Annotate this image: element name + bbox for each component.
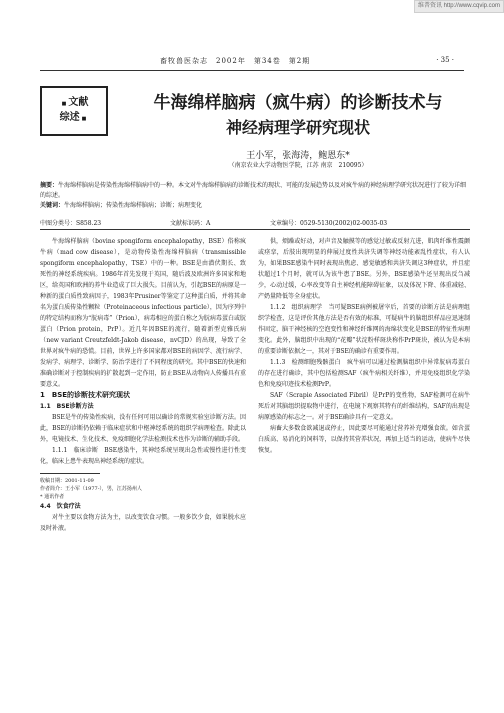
paragraph-continued: 供，烦躁或好动，对声音及触摸等的感觉过敏或反射亢进，肌肉纤维性震颤或痉挛，后肢出现明显的伸展过度性共济失调等神经功能紊乱性症状，有人认为，如果BSE感染牛同时表现出焦虑、感觉敏感和共济失调这3种症状，并且症状超过1个月时，就可认为该牛患了BSE。另外，BSE感染牛还呈现出反刍减少，心动过缓，心率改变等自主神经机能障碍征象，以及体况下降、体重减轻、产奶量降低等全身症状。 [258,238,470,300]
paragraph-1-1-3: 1.1.3 检测细胞残骸蛋白 疯牛病可以通过检测脑组织中异常朊病毒蛋白的存在进行确诊，其中包括检测SAF（疯牛病相关纤维），并用免疫组织化学染色和免疫印迹技术检测PrP。 [258,359,470,388]
divider [40,229,470,230]
abstract [40,181,470,211]
footnote-corresponding: * 通讯作者 [40,494,65,500]
paragraph-1-1-2: 1.1.2 组织病理学 当可疑BSE病例被屠宰后，首要的诊断方法是病理组织学检查，这是评价其他方法是否有效的标准，可疑病牛的脑组织样品应迅速制作固定，脑干神经核的空泡变性和神经纤维网的海绵状变化是BSE的特征性病理变化。此外，脑组织中出现的“花瓣”状淀粉样斑块称作PrP斑块，被认为是本病的重要诊断依据之一，其对于BSE的确诊有重要作用。 [258,304,470,355]
section-heading-1: 1 BSE的诊断技术研究现状 [40,391,131,399]
section-heading-4-4: 4.4 饮食疗法 [40,503,81,510]
clc-number: 中图分类号：S858.23 [40,220,102,227]
paragraph-1-1-4: SAF（Scrapie Associated Fibril）是PrP的变性物，SAF检测可在病牛死后对其脑组织提取物中进行，在电镜下观察其特有的纤维结构，SAF的出现是病原感染的标志之一。对于BSE确诊具有一定意义。 [258,392,470,421]
badge-line-1: 文献 [68,97,89,108]
keywords-text: 牛海绵样脑病；传染性海绵样脑病；诊断；病理变化 [64,202,203,209]
article-title: 牛海绵样脑病（疯牛病）的诊断技术与 [153,93,443,113]
paragraph-1-1: BSE是牛的传染性疾病，没有任何可用以确诊的常规实验室诊断方法。因此，BSE的诊断仍依赖于临床症状和中枢神经系统的组织学病理检查。除此以外，电镜技术、生化技术、免疫细胞化学法检测技术也作为诊断的辅助手段。 [40,414,246,443]
paragraph-end: 病畜大多数食欲减退或停止，因此要尽可能通过营养补充增强食欲。如含蛋白质高、易消化的饲料等，以保持其营养状况，再加上适当的运动，使病牛尽快恢复。 [258,425,470,454]
keywords-label: 关键词： [40,202,65,209]
watermark: 维普资讯 http://www.cqvip.com [414,0,504,13]
article-subtitle: 神经病理学研究现状 [225,118,370,137]
section-heading-1-1: 1.1 BSE诊断方法 [40,403,94,410]
footnote-rule [40,473,100,474]
right-column [258,236,470,456]
review-badge: ■ 文献 综述 ■ [40,86,108,136]
left-column [40,236,246,534]
paragraph-4-4: 对牛主要以食物方法为主，以改变饮食习惯。一般多饮少食，如果脱水应及时补液。 [40,514,246,532]
journal-info: 畜牧兽医杂志 2002年 第34卷 第2期 [160,57,311,65]
abstract-text: 牛海绵样脑病是传染性海绵样脑病中的一种。本文对牛海绵样脑病的诊断技术的现状、可能的发展趋势以及对疯牛病的神经病理学研究状况进行了较为详细的综述。 [40,182,467,199]
article-number: 文章编号：0529-5130(2002)02-0035-03 [270,220,388,227]
page-number: · 35 · [436,56,454,64]
badge-line-2: 综述 [59,112,80,123]
running-head [40,56,464,71]
affiliation: （南京农业大学动物医学院，江苏 南京 210095） [228,162,368,169]
footnote-received: 收稿日期：2001-11-09 [40,478,94,484]
paragraph-1-1-1: 1.1.1 临床诊断 BSE感染牛，其神经系统呈现出急性或慢性进行性变化，临床上患牛表现出神经系统的症状。 [40,447,246,465]
intro-paragraph: 牛海绵样脑病（bovine spongiform encephalopathy，BSE）俗称疯牛病（mad cow disease），是动物传染性海绵样脑病（transmissible spongiform encephalopathy，TSE）中的一种。BSE是由潜伏期长、致死性的神经系统疾病。1986年首先发现于英国，随后波及欧洲许多国家和地区，给英国和欧洲的养牛业造成了巨大损失。目前认为，引起BSE的病原是一种新的蛋白质性致病因子，1983年Prusiner等鉴定了这种蛋白质，并将其命名为蛋白质传染性颗粒（Proteinaceous infectious particle），因为序列中的特定结构而称为“朊病毒”（Prion），病毒相应的蛋白称之为朊病毒蛋白或朊蛋白（Prion protein，PrP）。近几年因BSE的流行，随着新型克雅氏病（new variant Creutzfeldt-Jakob disease，nvCJD）的出现，导致了全世界对疯牛病的恐慌。目前，世界上许多国家都对BSE的病因学、流行病学、发病学、病理学、诊断学、防治学进行了不同程度的研究。其中BSE的快速和准确诊断对于控制疾病的扩散起到一定作用，防止BSE从动物向人传播具有重要意义。 [40,238,246,388]
footnote-author: 作者简介：王小军（1977-），男，江苏扬州人 [40,486,142,492]
document-code: 文献标识码：A [170,220,211,227]
abstract-label: 摘要： [40,182,59,189]
authors: 王小军，张海涛，鲍恩东* [246,151,350,161]
